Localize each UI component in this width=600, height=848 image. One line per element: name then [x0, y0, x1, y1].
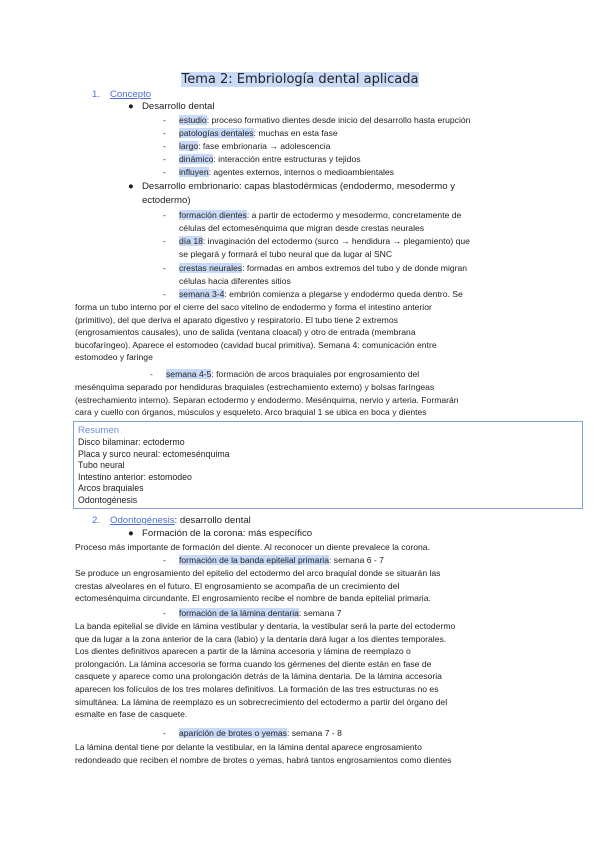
document-page: Tema 2: Embriología dental aplicada 1. Concepto ● Desarrollo dental - estudio: proceso formativo dientes desde inicio del desarrollo hasta erupción - patologías dentales: muchas en esta fase - largo: fase embrionaria → adolescencia - dinámico: interacción entre estructuras y tejidos - influyen: agentes externos, internos o medioambientales ● Desarrollo embrionario: capas blastodérmicas (endodermo, mesodermo y ectodermo) - formación dientes: a partir de ectodermo y mesodermo, concretamente de células del ectomesénquima que migran desde crestas neurales - día 18: invaginación del ectodermo (surco → hendidura → plegamiento) que se plegará y formará el tubo neural que da lugar al SNC - crestas neurales: formadas en ambos extremos del tubo y de donde migran células hacia diferentes sitios - semana 3-4: embrión comienza a plegarse y endodermo queda dentro. Se forma un tubo interno por el cierre del saco vitelino de endodermo y forma el intestino anterior (primitivo), del que deriva el aparato digestivo y respiratorio. El tubo tiene 2 extremos (engrosamientos causales), uno de salida (ventana cloacal) y otro de entrada (membrana bucofaríngeo). Aparece el estomodeo (cavidad bucal primitiva). Semana 4: comunicación entre estomodeo y faringe - semana 4-5: formación de arcos braquiales por engrosamiento del mesénquima separado por hendiduras braquiales (estrechamiento externo) y bolsas faríngeas (estrechamiento interno). Separan ectodermo y endodermo. Mesénquima, nervio y arteria. Formarán cara y cuello con órganos, músculos y esqueleto. Arco braquial 1 se ubica en boca y dientes Resumen Disco bilaminar: ectodermo Placa y surco neural: ectomesénquima Tubo neural Intestino anterior: estomodeo Arcos braquiales Odontogénesis 2. Odontogénesis: desarrollo dental ● Formación de la corona: más específico Proceso más importante de formación del diente. Al reconocer un diente prevalece la corona. - formación de la banda epitelial primaria: semana 6 - 7 Se produce un engrosamiento del epitelio del ectodermo del arco braquial donde se situarán las crestas alveolares en el futuro. El engrosamiento se acompaña de un crecimiento del ectomesénquima circundante. El engrosamiento recibe el nombre de banda epitelial primaria. - formación de la lámina dentaria: semana 7 La banda epitelial se divide en lámina vestibular y dentaria, la vestibular será la parte del ectodermo que da lugar a la zona anterior de la cara (labio) y la dentaria dará lugar a los dientes temporales. Los dientes definitivos aparecen a partir de la lámina accesoria y lámina de reemplazo o prolongación. La lámina accesoria se forma cuando los gérmenes del diente están en fase de casquete y aparece como una prolongación detrás de la lámina dentaria. De la lámina accesoria aparecen los folículos de los tres molares definitivos. La formación de las tres estructuras no es simultánea. La lámina de reemplazo es un sobrecrecimiento del ectodermo a partir del órgano del esmalte en fase de casquete. - aparición de brotes o yemas: semana 7 - 8 La lámina dental tiene por delante la vestibular, en la lámina dental aparece engrosamiento redondeado que reciben el nombre de brotes o yemas, habrá tantos engrosamientos como dientes: [0, 0, 600, 848]
dash-icon: -: [163, 141, 166, 151]
summary-row: Tubo neural: [78, 460, 125, 471]
section-2-heading: 2. Odontogénesis: desarrollo dental: [92, 515, 251, 526]
section-1-heading: 1. Concepto: [92, 89, 152, 100]
sub-item-continuation: células del ectomesénquima que migran desde crestas neurales: [179, 223, 425, 233]
paragraph-lamina-dentaria: La banda epitelial se divide en lámina vestibular y dentaria, la vestibular será la parte del ectodermo que da lugar a la zona anterior de la cara (labio) y la dentaria dará lugar a los dientes temporales. Los dientes definitivos aparecen a partir de la lámina accesoria y lámina de reemplazo o prolongación. La lámina accesoria se forma cuando los gérmenes del diente están en fase de casquete y aparece como una prolongación detrás de la lámina dentaria. De la lámina accesoria aparecen los folículos de los tres molares definitivos. La formación de las tres estructuras no es simultánea. La lámina de reemplazo es un sobrecrecimiento del ectodermo a partir del órgano del esmalte en fase de casquete.: [75, 621, 456, 720]
paragraph-semana-3-4: forma un tubo interno por el cierre del saco vitelino de endodermo y forma el intestino anterior (primitivo), del que deriva el aparato digestivo y respiratorio. El tubo tiene 2 extremos (engrosamientos causales), uno de salida (ventana cloacal) y otro de entrada (membrana bucofaríngeo). Aparece el estomodeo (cavidad bucal primitiva). Semana 4: comunicación entre estomodeo y faringe: [75, 302, 437, 363]
summary-row: Odontogénesis: [78, 494, 138, 505]
summary-row: Arcos braquiales: [78, 483, 144, 494]
paragraph-brotes-yemas: La lámina dental tiene por delante la vestibular, en la lámina dental aparece engrosamiento redondeado que reciben el nombre de brotes o yemas, habrá tantos engrosamientos como dientes: [75, 742, 452, 765]
dash-icon: -: [163, 115, 166, 125]
paragraph-semana-4-5: mesénquima separado por hendiduras braquiales (estrechamiento externo) y bolsas faríngeas (estrechamiento interno). Separan ectodermo y endodermo. Mesénquima, nervio y arteria. Formarán cara y cuello con órganos, músculos y esqueleto. Arco braquial 1 se ubica en boca y dientes: [75, 382, 459, 418]
dash-icon: -: [163, 555, 166, 565]
sub-item-continuation: células hacia diferentes sitios: [179, 276, 291, 286]
summary-row: Disco bilaminar: ectodermo: [78, 437, 185, 447]
dash-icon: -: [163, 236, 166, 246]
sub-item-continuation: se plegará y formará el tubo neural que da lugar al SNC: [179, 249, 393, 259]
dash-icon: -: [163, 167, 166, 177]
paragraph-corona-intro: Proceso más importante de formación del diente. Al reconocer un diente prevalece la corona.: [75, 542, 430, 552]
dash-icon: -: [163, 289, 166, 299]
bullet-icon: ●: [128, 528, 134, 539]
summary-heading: Resumen: [78, 425, 120, 436]
section-1-link[interactable]: Concepto: [110, 89, 152, 100]
summary-box: [73, 421, 583, 509]
summary-row: Intestino anterior: estomodeo: [78, 471, 192, 482]
dash-icon: -: [163, 608, 166, 618]
paragraph-banda-epitelial: Se produce un engrosamiento del epitelio del ectodermo del arco braquial donde se situarán las crestas alveolares en el futuro. El engrosamiento se acompaña de un crecimiento del ectomesénquima circundante. El engrosamiento recibe el nombre de banda epitelial primaria.: [75, 568, 441, 604]
dash-icon: -: [163, 128, 166, 138]
dash-icon: -: [163, 263, 166, 273]
document-title: Tema 2: Embriología dental aplicada: [181, 72, 419, 87]
section-2-link[interactable]: Odontogénesis: [110, 515, 175, 526]
bullet-desarrollo-embrionario: ● Desarrollo embrionario: capas blastodérmicas (endodermo, mesodermo y: [128, 181, 456, 192]
summary-row: Placa y surco neural: ectomesénquima: [78, 448, 230, 459]
bullet-icon: ●: [128, 181, 134, 192]
dash-icon: -: [163, 728, 166, 738]
dash-icon: -: [163, 210, 166, 220]
bullet-formacion-corona: ● Formación de la corona: más específico: [128, 528, 313, 539]
bullet-icon: ●: [128, 101, 134, 112]
bullet-continuation: ectodermo): [142, 195, 191, 206]
dash-icon: -: [150, 369, 153, 379]
bullet-desarrollo-dental: ● Desarrollo dental: [128, 101, 215, 112]
dash-icon: -: [163, 154, 166, 164]
